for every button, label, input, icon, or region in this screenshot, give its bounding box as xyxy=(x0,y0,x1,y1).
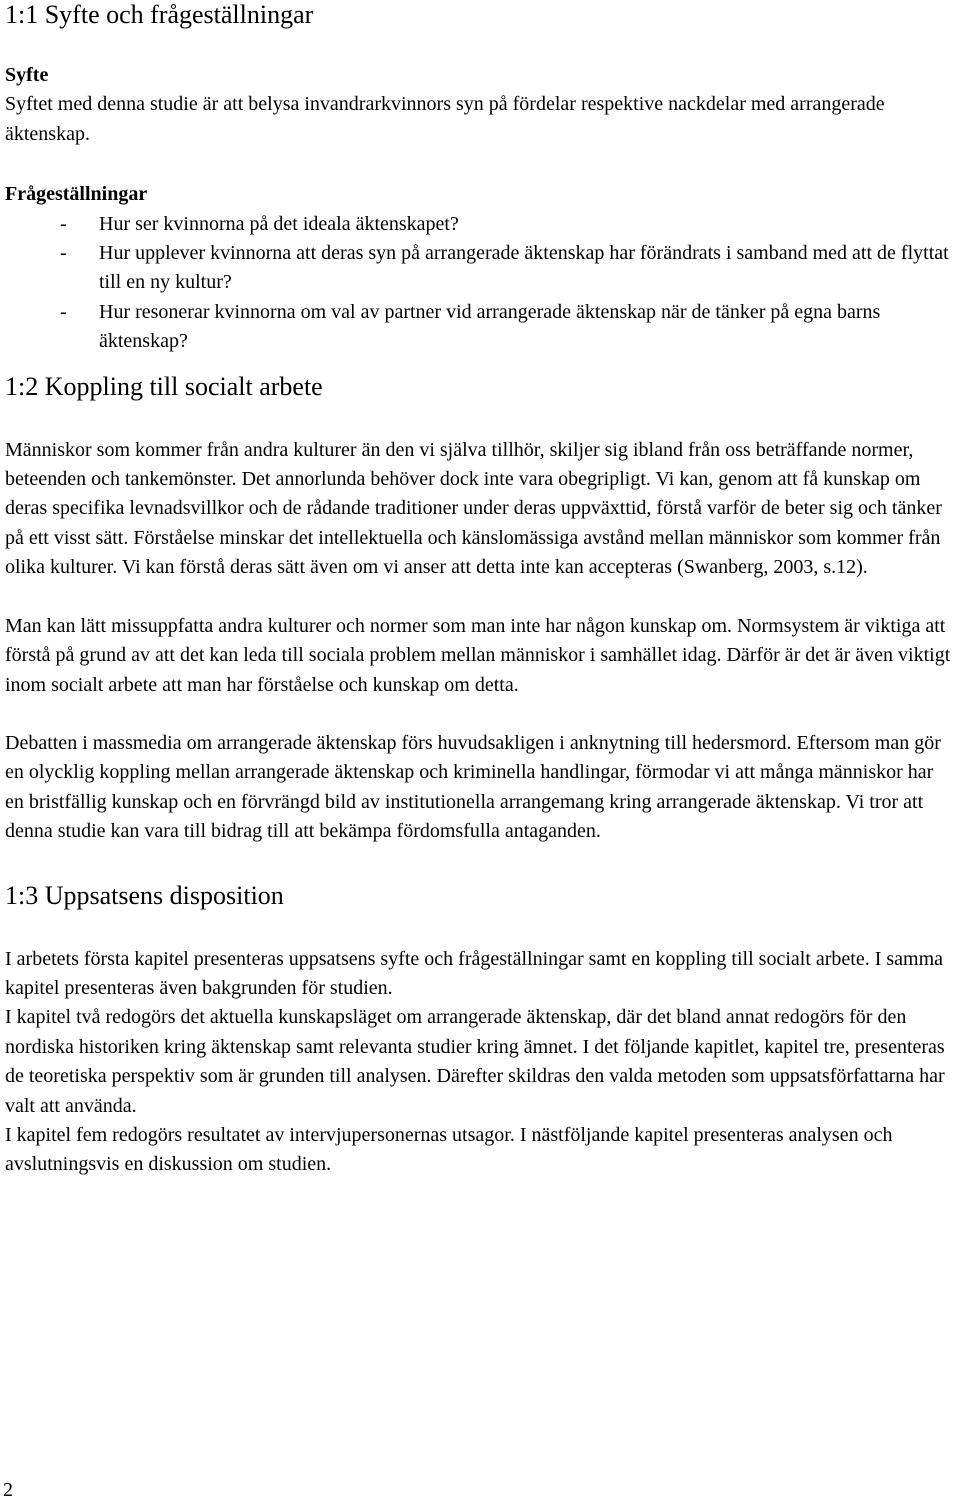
body-paragraph: Människor som kommer från andra kulturer än den vi själva tillhör, skiljer sig ibland från oss beträffande normer, beteenden och tankemönster. Det annorlunda behöver dock inte vara obegripligt. Vi kan, genom att få kunskap om deras specifika levnadsvillkor och de rådande traditioner under deras uppväxttid, förstå varför de beter sig och tänker på ett visst sätt. Förståelse minskar det intellektuella och känslomässiga avstånd mellan människor som kommer från olika kulturer. Vi kan förstå deras sätt även om vi anser att detta inte kan accepteras (Swanberg, 2003, s.12). xyxy=(5,438,942,579)
subheading-syfte: Syfte xyxy=(5,64,49,86)
question-text: Hur upplever kvinnorna att deras syn på arrangerade äktenskap har förändrats i samband med att de flyttat till en ny kultur? xyxy=(99,242,949,294)
question-text: Hur ser kvinnorna på det ideala äktenskapet? xyxy=(99,212,459,235)
body-paragraph: Man kan lätt missuppfatta andra kulturer och normer som man inte har någon kunskap om. Normsystem är viktiga att förstå på grund av att det kan leda till sociala problem mellan människor i samhället idag. Därför är det är även viktigt inom socialt arbete att man har förståelse och kunskap om detta. xyxy=(5,614,951,696)
section-heading-disposition: 1:3 Uppsatsens disposition xyxy=(5,880,284,910)
question-list xyxy=(5,210,957,357)
question-item xyxy=(5,210,957,239)
page-number: 2 xyxy=(3,1479,13,1501)
list-dash: - xyxy=(60,212,67,235)
question-item xyxy=(5,239,957,298)
subheading-fragestallningar: Frågeställningar xyxy=(5,183,148,206)
syfte-paragraph: Syftet med denna studie är att belysa invandrarkvinnors syn på fördelar respektive nackdelar med arrangerade äktenskap. xyxy=(5,93,885,145)
body-paragraph: Debatten i massmedia om arrangerade äktenskap förs huvudsakligen i anknytning till hedersmord. Eftersom man gör en olycklig koppling mellan arrangerade äktenskap och kriminella handlingar, förmodar vi att många människor har en bristfällig kunskap och en förvrängd bild av institutionella arrangemang kring arrangerade äktenskap. Vi tror att denna studie kan vara till bidrag till att bekämpa fördomsfulla antaganden. xyxy=(5,731,941,843)
document-page xyxy=(5,0,957,1180)
section-heading-syfte-fragestallningar: 1:1 Syfte och frågeställningar xyxy=(5,0,314,29)
section-heading-koppling: 1:2 Koppling till socialt arbete xyxy=(5,371,323,401)
question-text: Hur resonerar kvinnorna om val av partner vid arrangerade äktenskap när de tänker på egna barns äktenskap? xyxy=(99,300,881,353)
body-paragraph: I kapitel fem redogörs resultatet av intervjupersonernas utsagor. I nästföljande kapitel presenteras analysen och avslutningsvis en diskussion om studien. xyxy=(5,1123,893,1176)
body-paragraph: I arbetets första kapitel presenteras uppsatsens syfte och frågeställningar samt en koppling till socialt arbete. I samma kapitel presenteras även bakgrunden för studien. xyxy=(5,947,944,999)
list-dash: - xyxy=(60,242,67,265)
list-dash: - xyxy=(60,300,67,323)
body-paragraph: I kapitel två redogörs det aktuella kunskapsläget om arrangerade äktenskap, där det bland annat redogörs för den nordiska historiken kring äktenskap samt relevanta studier kring ämnet. I det följande kapitlet, kapitel tre, presenteras de teoretiska perspektiv som är grunden till analysen. Därefter skildras den valda metoden som uppsatsförfattarna har valt att använda. xyxy=(5,1006,945,1117)
question-item xyxy=(5,298,957,357)
